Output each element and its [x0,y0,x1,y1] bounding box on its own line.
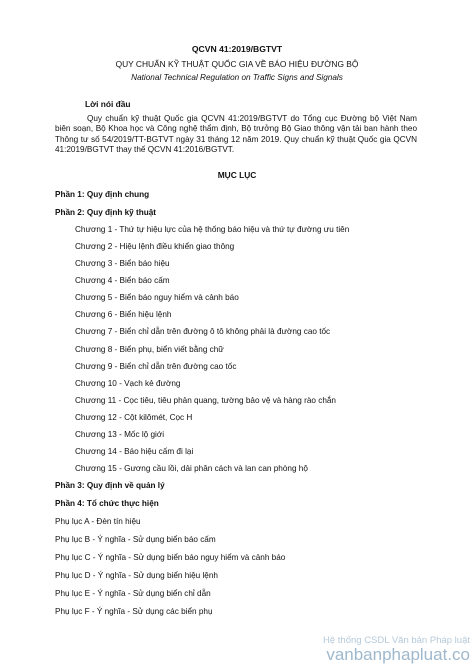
toc-appendix-b: Phụ lục B - Ý nghĩa - Sử dụng biển báo cấm [55,535,216,544]
toc-chapter-12: Chương 12 - Cột kilômét, Cọc H [75,413,193,422]
watermark-site-name: vanbanphapluat.co [326,645,470,664]
toc-chapter-6: Chương 6 - Biển hiệu lệnh [75,310,172,319]
toc-part-1: Phần 1: Quy định chung [55,190,150,199]
toc-chapter-5: Chương 5 - Biển báo nguy hiểm và cảnh báo [75,293,239,302]
toc-chapter-14: Chương 14 - Báo hiệu cấm đi lại [75,447,194,456]
toc-chapter-4: Chương 4 - Biển báo cấm [75,276,170,285]
toc-appendix-d: Phụ lục D - Ý nghĩa - Sử dụng biển hiệu lệnh [55,571,218,580]
toc-chapter-11: Chương 11 - Cọc tiêu, tiêu phản quang, tường bảo vệ và hàng rào chắn [75,396,336,405]
document-subtitle-english: National Technical Regulation on Traffic Signs and Signals [131,73,343,82]
toc-chapter-15: Chương 15 - Gương cầu lồi, dải phân cách và lan can phòng hộ [75,464,308,473]
foreword-paragraph: Quy chuẩn kỹ thuật Quốc gia QCVN 41:2019/BGTVT do Tổng cục Đường bộ Việt Nam biên soạn, Bộ Khoa học và Công nghệ thẩm định, Bộ trưởng Bộ Giao thông vận tải ban hành theo Thông tư số 54/2019/TT-BGTVT ngày 31 tháng 12 năm 2019. Quy chuẩn kỹ thuật Quốc gia QCVN 41:2019/BGTVT thay thế QCVN 41:2016/BGTVT. [55,114,417,154]
document-title: QUY CHUẨN KỸ THUẬT QUỐC GIA VỀ BÁO HIỆU ĐƯỜNG BỘ [115,59,359,69]
toc-chapter-13: Chương 13 - Mốc lộ giới [75,430,165,439]
toc-appendix-e: Phụ lục E - Ý nghĩa - Sử dụng biển chỉ dẫn [55,589,211,598]
toc-appendix-a: Phụ lục A - Đèn tín hiệu [55,517,141,526]
toc-appendix-c: Phụ lục C - Ý nghĩa - Sử dụng biển báo nguy hiểm và cảnh báo [55,553,286,562]
toc-chapter-9: Chương 9 - Biển chỉ dẫn trên đường cao tốc [75,362,237,371]
document-code: QCVN 41:2019/BGTVT [191,44,283,54]
foreword-heading: Lời nói đầu [85,99,131,109]
toc-part-4: Phần 4: Tổ chức thực hiện [55,499,159,508]
toc-chapter-3: Chương 3 - Biển báo hiệu [75,259,170,268]
toc-chapter-7: Chương 7 - Biển chỉ dẫn trên đường ô tô không phải là đường cao tốc [75,327,331,336]
toc-heading: MỤC LỤC [217,170,257,180]
toc-chapter-10: Chương 10 - Vạch kẻ đường [75,379,181,388]
toc-part-2: Phần 2: Quy định kỹ thuật [55,208,156,217]
toc-chapter-8: Chương 8 - Biển phụ, biển viết bằng chữ [75,345,224,354]
toc-part-3: Phần 3: Quy định về quản lý [55,481,165,490]
watermark-caption: Hệ thống CSDL Văn bản Pháp luật [323,635,470,646]
toc-chapter-1: Chương 1 - Thứ tự hiệu lực của hệ thống báo hiệu và thứ tự đường ưu tiên [75,225,350,234]
toc-appendix-f: Phụ lục F - Ý nghĩa - Sử dụng các biển phụ [55,607,213,616]
toc-chapter-2: Chương 2 - Hiệu lệnh điều khiển giao thông [75,242,235,251]
